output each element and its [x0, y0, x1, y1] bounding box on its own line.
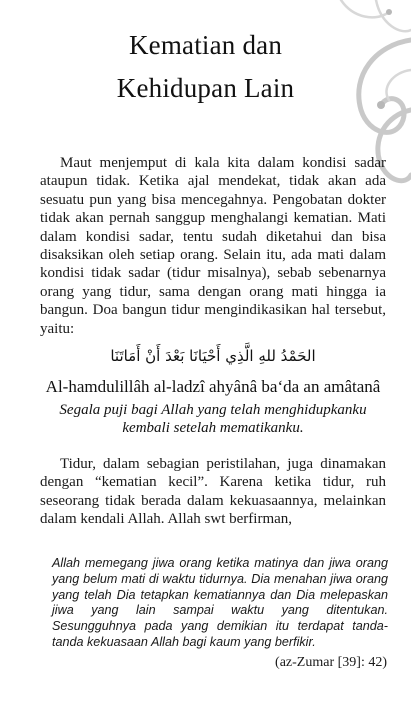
arabic-prayer: الحَمْدُ للهِ الَّذِي أَحْيَانَا بَعْدَ أَنْ أَمَاتَنَا	[110, 347, 316, 365]
prayer-translation: Segala puji bagi Allah yang telah menghidupkanku kembali setelah mematikanku.	[59, 402, 367, 437]
body-paragraph-1: Maut menjemput di kala kita dalam kondisi sadar ataupun tidak. Ketika ajal mendekat, tidak akan ada sesuatu pun yang bisa mencegahnya. Pengobatan dokter tidak akan pernah sanggup menghalangi kematian. Mati dalam kondisi sadar, tentu sudah diketahui dan bisa disaksikan oleh setiap orang. Selain itu, ada mati dalam kondisi tidak sadar (tidur misalnya), sebab sebenarnya orang yang tidur, sama dengan orang mati hingga ia bangun. Doa bangun tidur mengindikasikan hal tersebut, yaitu:	[40, 155, 386, 337]
quran-quote: Allah memegang jiwa orang ketika matinya dan jiwa orang yang belum mati di waktu tidurnya. Dia menahan jiwa orang yang telah Dia tetapkan kematiannya dan Dia melepaskan jiwa yang lain sampai waktu yang ditentukan. Sesungguhnya pada yang demikian itu terdapat tanda-tanda kekuasaan Allah bagi kaum yang berfikir.	[52, 556, 388, 649]
chapter-title-line1: Kematian dan	[128, 30, 283, 60]
prayer-transliteration: Al-hamdulillâh al-ladzî ahyânâ ba‘da an amâtanâ	[45, 377, 381, 396]
quote-source: (az-Zumar [39]: 42)	[275, 655, 387, 670]
chapter-title-line2: Kehidupan Lain	[116, 73, 295, 103]
body-paragraph-2: Tidur, dalam sebagian peristilahan, juga dinamakan dengan “kematian kecil”. Karena ketika tidur, ruh seseorang tidak berada dalam kekuasaannya, melainkan dalam kendali Allah. Allah swt berfirman,	[40, 456, 386, 528]
